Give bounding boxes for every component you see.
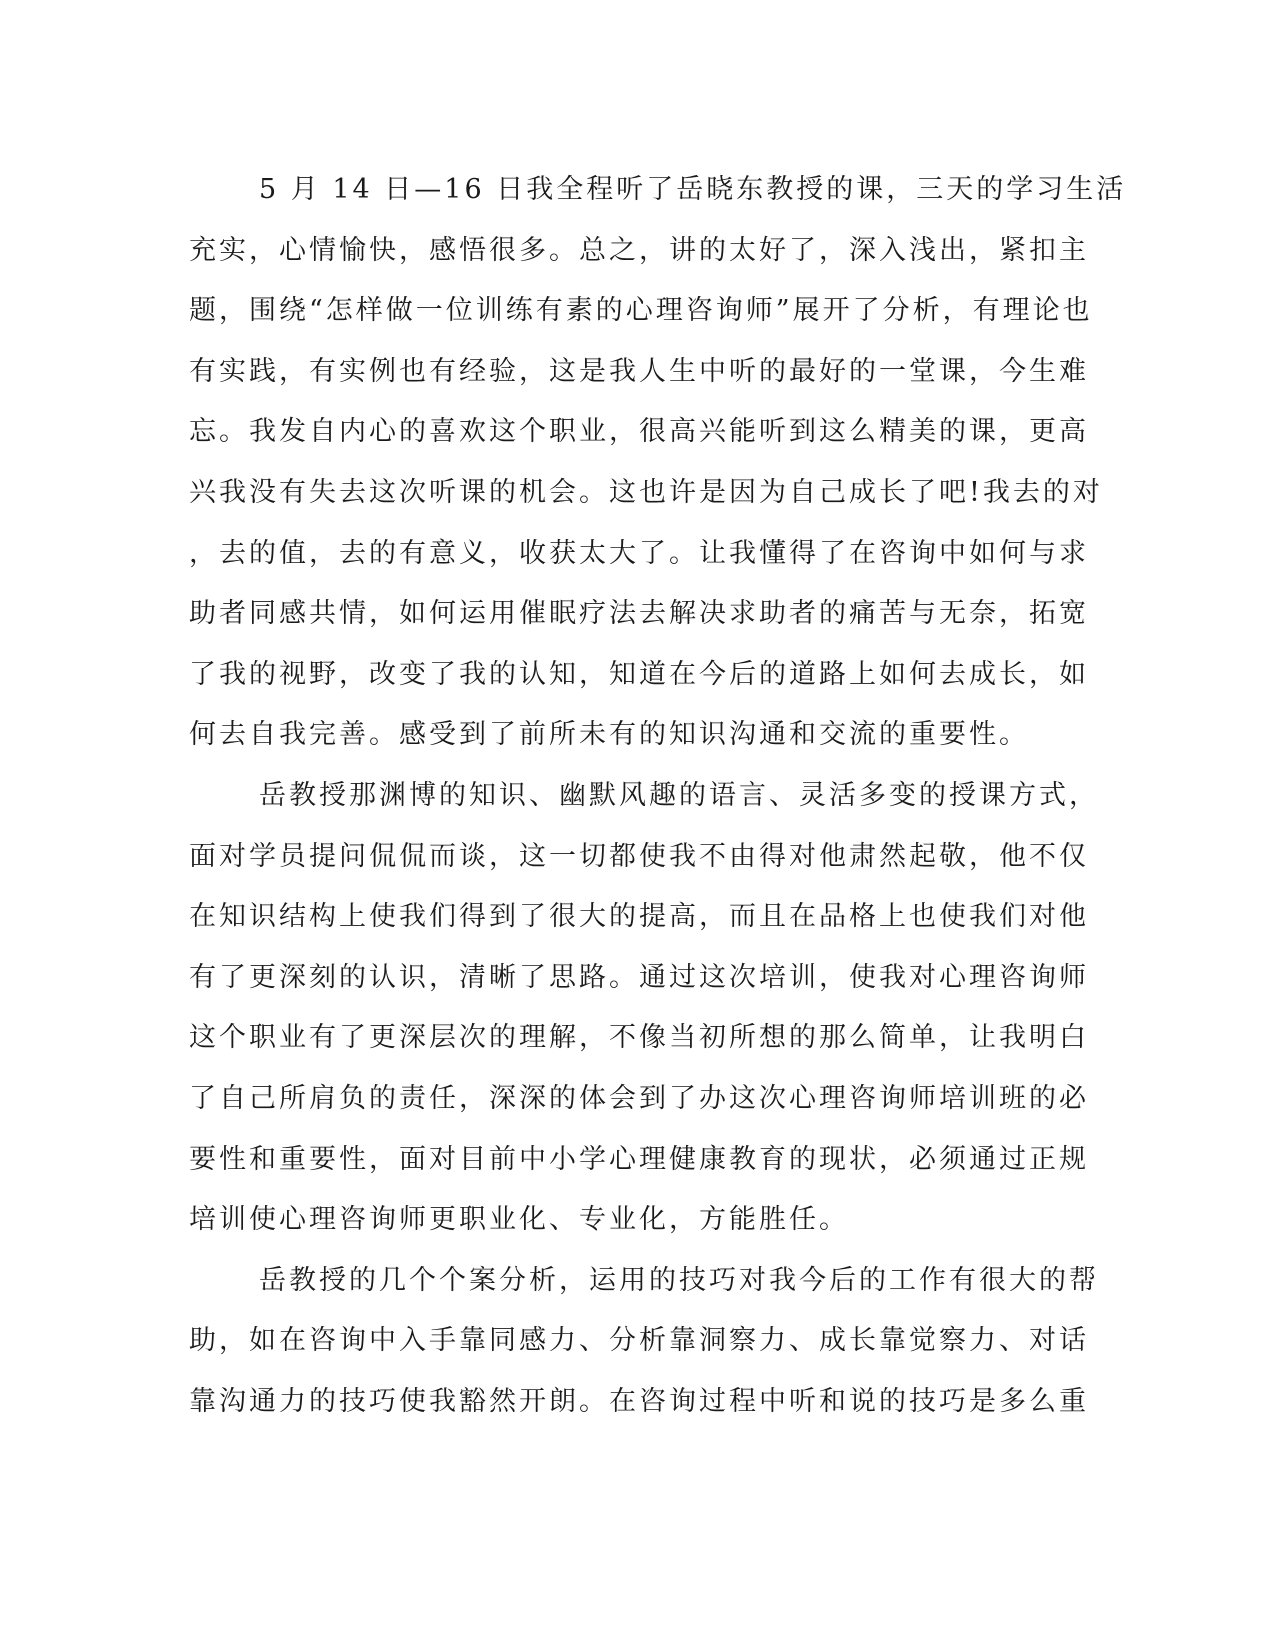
text-line: 助者同感共情，如何运用催眠疗法去解决求助者的痛苦与无奈，拓宽 <box>189 598 1089 630</box>
paragraph <box>189 160 1127 766</box>
document-body <box>189 160 1127 1432</box>
text-line: 了自己所肩负的责任，深深的体会到了办这次心理咨询师培训班的必 <box>189 1082 1089 1114</box>
paragraph <box>189 766 1099 1251</box>
text-line: 何去自我完善。感受到了前所未有的知识沟通和交流的重要性。 <box>189 719 1029 751</box>
text-line: 在知识结构上使我们得到了很大的提高，而且在品格上也使我们对他 <box>189 901 1089 933</box>
text-line: 了我的视野，改变了我的认知，知道在今后的道路上如何去成长，如 <box>189 658 1089 690</box>
text-line: 助，如在咨询中入手靠同感力、分析靠洞察力、成长靠觉察力、对话 <box>189 1325 1089 1357</box>
text-line: 有了更深刻的认识，清晰了思路。通过这次培训，使我对心理咨询师 <box>189 961 1089 993</box>
paragraph <box>189 1251 1099 1433</box>
text-line: 要性和重要性，面对目前中小学心理健康教育的现状，必须通过正规 <box>189 1143 1089 1175</box>
text-line: 忘。我发自内心的喜欢这个职业，很高兴能听到这么精美的课，更高 <box>189 416 1089 448</box>
text-line: 题，围绕“怎样做一位训练有素的心理咨询师”展开了分析，有理论也 <box>189 295 1093 327</box>
text-line: 这个职业有了更深层次的理解，不像当初所想的那么简单，让我明白 <box>189 1022 1089 1054</box>
text-line: 靠沟通力的技巧使我豁然开朗。在咨询过程中听和说的技巧是多么重 <box>189 1385 1089 1417</box>
text-line: 有实践，有实例也有经验，这是我人生中听的最好的一堂课，今生难 <box>189 355 1089 387</box>
text-line: 充实，心情愉快，感悟很多。总之，讲的太好了，深入浅出，紧扣主 <box>189 234 1089 266</box>
text-line: 5 月 14 日—16 日我全程听了岳晓东教授的课，三天的学习生活 <box>259 174 1127 205</box>
text-line: ，去的值，去的有意义，收获太大了。让我懂得了在咨询中如何与求 <box>189 537 1089 569</box>
text-line: 岳教授那渊博的知识、幽默风趣的语言、灵活多变的授课方式， <box>259 779 1099 811</box>
text-line: 岳教授的几个个案分析，运用的技巧对我今后的工作有很大的帮 <box>259 1264 1099 1296</box>
text-line: 面对学员提问侃侃而谈，这一切都使我不由得对他肃然起敬，他不仅 <box>189 840 1089 872</box>
text-line: 兴我没有失去这次听课的机会。这也许是因为自己成长了吧!我去的对 <box>189 476 1103 508</box>
text-line: 培训使心理咨询师更职业化、专业化，方能胜任。 <box>189 1204 849 1236</box>
